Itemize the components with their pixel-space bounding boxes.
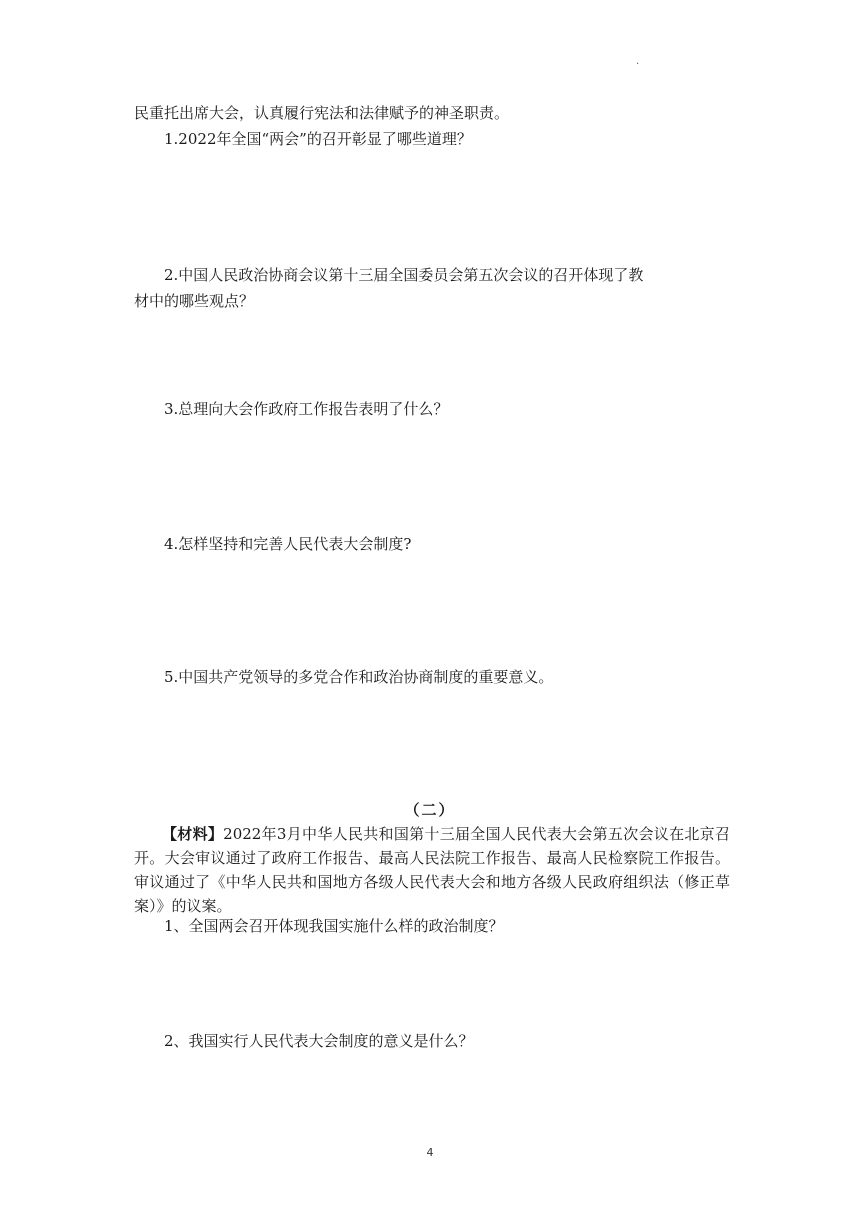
- material-text: 2022年3月中华人民共和国第十三届全国人民代表大会第五次会议在北京召开。大会审议通过了政府工作报告、最高人民法院工作报告、最高人民检察院工作报告。审议通过了《中华人民共和国地方各级人民代表大会和地方各级人民政府组织法（修正草案）》的议案。: [134, 825, 730, 915]
- question-part2-1: 1、全国两会召开体现我国实施什么样的政治制度？: [164, 917, 504, 935]
- material-label: 【材料】: [162, 825, 224, 843]
- question-5: 5.中国共产党领导的多党合作和政治协商制度的重要意义。: [164, 668, 554, 686]
- continuation-text: 民重托出席大会，认真履行宪法和法律赋予的神圣职责。: [134, 104, 510, 122]
- question-2-line-2: 材中的哪些观点？: [134, 292, 255, 310]
- page-number: 4: [426, 1146, 434, 1159]
- question-4: 4.怎样坚持和完善人民代表大会制度?: [164, 535, 412, 553]
- section-title: （二）: [404, 801, 456, 819]
- question-3: 3.总理向大会作政府工作报告表明了什么？: [164, 400, 449, 418]
- question-1: 1.2022年全国“两会”的召开彰显了哪些道理？: [164, 130, 472, 148]
- header-mark: .: [636, 56, 640, 67]
- question-part2-2: 2、我国实行人民代表大会制度的意义是什么？: [164, 1032, 474, 1050]
- material-paragraph: [134, 822, 730, 918]
- question-2-line-1: 2.中国人民政治协商会议第十三届全国委员会第五次会议的召开体现了教: [164, 266, 644, 284]
